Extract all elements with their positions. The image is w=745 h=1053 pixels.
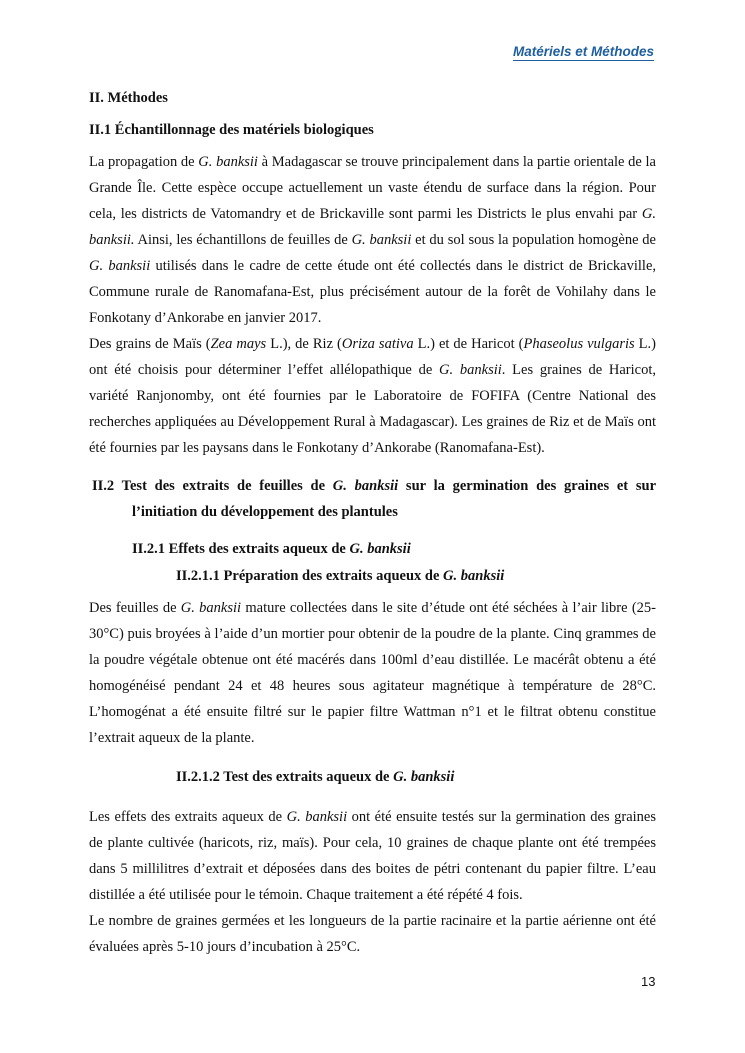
- running-header: Matériels et Méthodes: [512, 44, 654, 59]
- subsection-2-1-title: II.2.1 Effets des extraits aqueux de G. banksii: [132, 541, 411, 557]
- paragraph-sampling: La propagation de G. banksii à Madagascar se trouve principalement dans la partie orientale de la Grande Île. Cette espèce occupe actuellement un vaste étendu de surface dans la région. Pour cela, les districts de Vatomandry et de Brickaville sont parmi les Districts le plus envahi par G. banksii. Ainsi, les échantillons de feuilles de G. banksii et du sol sous la population homogène de G. banksii utilisés dans le cadre de cette étude ont été collectés dans le district de Brickaville, Commune rurale de Ranomafana-Est, plus précisément autour de la forêt de Vohilahy dans le Fonkotany d’Ankorabe en janvier 2017.: [89, 154, 657, 326]
- paragraph-measurements: Le nombre de graines germées et les longueurs de la partie racinaire et la partie aérienne ont été évaluées après 5-10 jours d’incubation à 25°C.: [89, 913, 656, 955]
- subsection-2-title: II.2 Test des extraits de feuilles de G. banksii sur la germination des graines et sur l’initiation du développement des plantules: [92, 478, 657, 520]
- section-title: II. Méthodes: [89, 90, 168, 106]
- subsection-2-1-1-title: II.2.1.1 Préparation des extraits aqueux de G. banksii: [176, 568, 505, 584]
- subsection-1-title: II.1 Échantillonnage des matériels biologiques: [89, 122, 374, 138]
- page-number: 13: [641, 974, 656, 989]
- paragraph-extract-test: Les effets des extraits aqueux de G. banksii ont été ensuite testés sur la germination des graines de plante cultivée (haricots, riz, maïs). Pour cela, 10 graines de chaque plante ont été trempées dans 5 millilitres d’extrait et déposées dans des boites de pétri contenant du papier filtre. L’eau distillée a été utilisée pour le témoin. Chaque traitement a été répété 4 fois.: [89, 809, 656, 903]
- subsection-2-1-2-title: II.2.1.2 Test des extraits aqueux de G. banksii: [176, 769, 455, 785]
- paragraph-extract-preparation: Des feuilles de G. banksii mature collectées dans le site d’étude ont été séchées à l’air libre (25-30°C) puis broyées à l’aide d’un mortier pour obtenir de la poudre de la plante. Cinq grammes de la poudre végétale obtenue ont été macérés dans 100ml d’eau distillée. Le macérât obtenu a été homogénéisé pendant 24 et 48 heures sous agitateur magnétique à température de 28°C. L’homogénat a été ensuite filtré sur le papier filtre Wattman n°1 et le filtrat obtenu constitue l’extrait aqueux de la plante.: [89, 600, 656, 746]
- paragraph-seeds: Des grains de Maïs (Zea mays L.), de Riz (Oriza sativa L.) et de Haricot (Phaseolus vulgaris L.) ont été choisis pour déterminer l’effet allélopathique de G. banksii. Les graines de Haricot, variété Ranjonomby, ont été fournies par le Laboratoire de FOFIFA (Centre National des recherches appliquées au Développement Rural à Madagascar). Les graines de Riz et de Maïs ont été fournies par les paysans dans le Fonkotany d’Ankorabe (Ranomafana-Est).: [89, 336, 656, 456]
- page-content: [89, 85, 656, 960]
